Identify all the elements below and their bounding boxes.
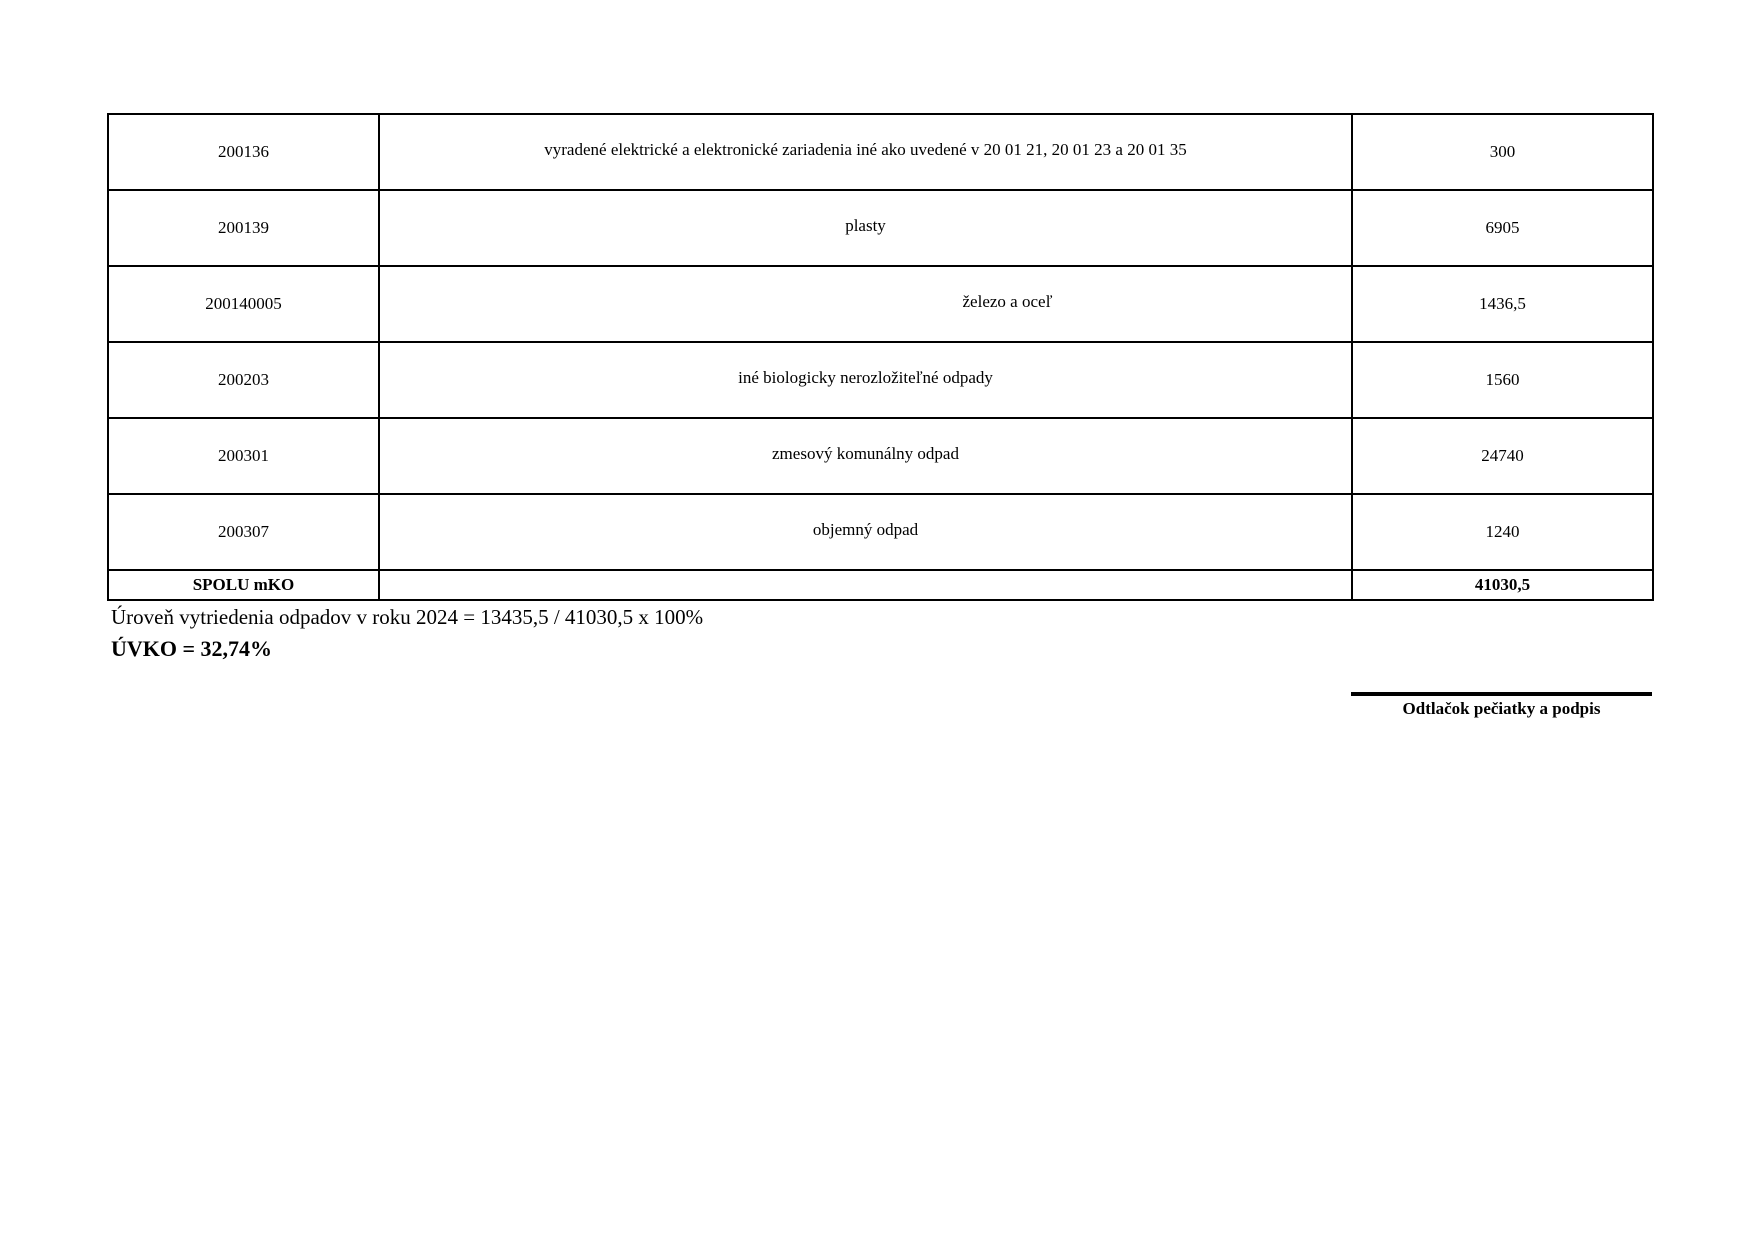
uvko-result: ÚVKO = 32,74% (111, 636, 273, 661)
waste-description-cell: zmesový komunálny odpad (379, 418, 1352, 494)
waste-code-cell: 200139 (108, 190, 379, 266)
waste-description-cell (379, 266, 1352, 342)
signature-label: Odtlačok pečiatky a podpis (1402, 699, 1601, 718)
waste-description-cell: objemný odpad (379, 494, 1352, 570)
waste-amount-cell: 1240 (1352, 494, 1653, 570)
waste-amount-cell: 1560 (1352, 342, 1653, 418)
waste-description-text: železo a oceľ (962, 292, 1053, 311)
table-row (108, 342, 1653, 418)
waste-amount-cell: 300 (1352, 114, 1653, 190)
waste-code-cell: 200307 (108, 494, 379, 570)
signature-line (1351, 692, 1652, 696)
waste-amount-cell: 6905 (1352, 190, 1653, 266)
waste-code-cell: 200136 (108, 114, 379, 190)
total-description-cell (379, 570, 1352, 600)
table-row (108, 190, 1653, 266)
waste-table (107, 113, 1654, 601)
total-row (108, 570, 1653, 600)
waste-amount-cell: 24740 (1352, 418, 1653, 494)
sorting-level-formula: Úroveň vytriedenia odpadov v roku 2024 = 13435,5 / 41030,5 x 100% (111, 605, 704, 629)
table-row (108, 114, 1653, 190)
waste-description-cell: iné biologicky nerozložiteľné odpady (379, 342, 1352, 418)
waste-description-cell: plasty (379, 190, 1352, 266)
waste-description-cell: vyradené elektrické a elektronické zariadenia iné ako uvedené v 20 01 21, 20 01 23 a 20 01 35 (379, 114, 1352, 190)
total-amount-cell: 41030,5 (1352, 570, 1653, 600)
waste-code-cell: 200203 (108, 342, 379, 418)
waste-amount-cell: 1436,5 (1352, 266, 1653, 342)
table-row (108, 494, 1653, 570)
table-row (108, 266, 1653, 342)
waste-code-cell: 200301 (108, 418, 379, 494)
total-label-cell: SPOLU mKO (108, 570, 379, 600)
table-row (108, 418, 1653, 494)
waste-code-cell: 200140005 (108, 266, 379, 342)
